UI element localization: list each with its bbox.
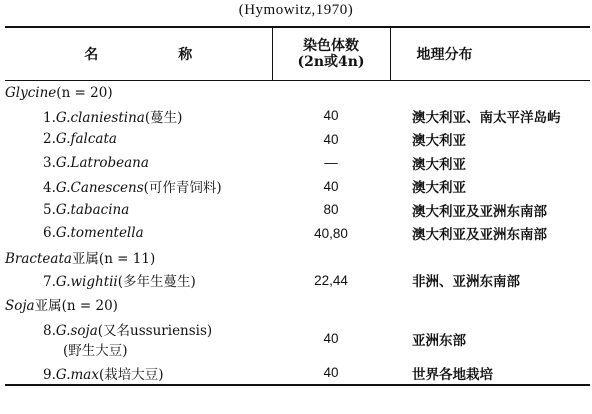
species-line bbox=[43, 202, 129, 218]
species-line bbox=[43, 225, 144, 241]
table-header-row bbox=[5, 27, 590, 81]
species-index: 1. bbox=[43, 109, 56, 126]
cell-name bbox=[5, 222, 272, 246]
table-row bbox=[5, 128, 590, 152]
table-group-row bbox=[5, 81, 590, 105]
genus-note: 亚属(n = 20) bbox=[34, 297, 118, 314]
species-index: 4. bbox=[43, 180, 56, 197]
cell-distribution bbox=[390, 292, 590, 316]
species-latin-name: G.Latrobeana bbox=[55, 154, 149, 171]
table-group-row bbox=[5, 245, 590, 269]
cell-name bbox=[5, 269, 272, 293]
table-row bbox=[5, 198, 590, 222]
species-index: 6. bbox=[43, 225, 56, 242]
cell-name bbox=[5, 104, 272, 128]
species-note: (多年生蔓生) bbox=[117, 274, 196, 291]
genus-note: (n = 20) bbox=[56, 84, 113, 101]
cell-distribution: 澳大利亚、南太平洋岛屿 bbox=[412, 109, 561, 126]
genus-note: 亚属(n = 11) bbox=[71, 250, 156, 267]
cell-distribution: 澳大利亚 bbox=[412, 133, 466, 150]
table-row bbox=[5, 316, 590, 362]
genus-name: Soja bbox=[5, 297, 35, 314]
cell-chromosome-count: 40 bbox=[323, 331, 339, 346]
cell-distribution: 澳大利亚及亚洲东南部 bbox=[412, 203, 547, 220]
cell-chromosome-count bbox=[272, 81, 390, 105]
header-name bbox=[5, 27, 272, 81]
cell-distribution: 澳大利亚 bbox=[412, 156, 466, 173]
table-row bbox=[5, 151, 590, 175]
species-note: (栽培大豆) bbox=[98, 366, 164, 383]
cell-distribution: 世界各地栽培 bbox=[390, 362, 590, 386]
table-row bbox=[5, 269, 590, 293]
cell-name bbox=[5, 128, 272, 152]
species-latin-name: G.falcata bbox=[55, 131, 117, 148]
cell-chromosome-count: 40,80 bbox=[314, 225, 348, 241]
species-line bbox=[43, 180, 222, 196]
header-chromosome-line2: (2n或4n) bbox=[297, 54, 365, 70]
cell-name bbox=[5, 81, 272, 105]
species-note-line2: (野生大豆) bbox=[63, 342, 128, 359]
cell-name bbox=[5, 316, 272, 362]
cell-distribution: 澳大利亚及亚洲东南部 bbox=[412, 227, 547, 244]
header-chromosome-line1: 染色体数 bbox=[303, 38, 359, 54]
species-line bbox=[43, 110, 182, 126]
table-body bbox=[5, 81, 590, 386]
cell-distribution bbox=[390, 245, 590, 269]
species-line bbox=[43, 367, 164, 383]
species-index: 7. bbox=[43, 274, 56, 291]
species-latin-name: G.max bbox=[55, 366, 99, 383]
species-index: 2. bbox=[43, 131, 56, 148]
table-row bbox=[5, 362, 590, 386]
table-caption: (Hymowitz,1970) bbox=[238, 2, 354, 18]
cell-chromosome-count: 40 bbox=[323, 178, 339, 194]
cell-distribution: 亚洲东部 bbox=[412, 332, 466, 349]
species-note: (可作青饲料) bbox=[143, 180, 222, 197]
header-name-char-1: 名 bbox=[84, 47, 99, 63]
cell-name bbox=[5, 198, 272, 222]
header-distribution: 地理分布 bbox=[390, 27, 590, 81]
cell-chromosome-count: 40 bbox=[323, 131, 339, 147]
cell-chromosome-count: 40 bbox=[272, 362, 390, 386]
species-line bbox=[43, 131, 117, 147]
species-latin-name: G.tomentella bbox=[55, 225, 144, 242]
cell-chromosome-count bbox=[272, 245, 390, 269]
soybean-species-table bbox=[5, 26, 590, 386]
cell-distribution bbox=[390, 81, 590, 105]
cell-chromosome-count bbox=[272, 292, 390, 316]
species-latin-name: G.Canescens bbox=[55, 180, 144, 197]
cell-chromosome-count: 80 bbox=[323, 202, 339, 218]
species-latin-name: G.soja bbox=[55, 322, 98, 339]
table-row bbox=[5, 175, 590, 199]
species-index: 9. bbox=[43, 366, 56, 383]
cell-name bbox=[5, 151, 272, 175]
species-latin-name: G.tabacina bbox=[55, 201, 130, 218]
header-name-char-2: 称 bbox=[178, 47, 193, 63]
cell-distribution: 澳大利亚 bbox=[412, 180, 466, 197]
species-latin-name: G.claniestina bbox=[55, 109, 145, 126]
species-index: 5. bbox=[43, 201, 56, 218]
header-chromosome bbox=[272, 27, 390, 81]
table-group-row bbox=[5, 292, 590, 316]
table-row bbox=[5, 222, 590, 246]
cell-name bbox=[5, 362, 272, 386]
cell-chromosome-count: — bbox=[324, 155, 338, 171]
species-index: 3. bbox=[43, 154, 56, 171]
species-line bbox=[43, 155, 149, 171]
genus-name: Bracteata bbox=[5, 250, 72, 267]
table-row bbox=[5, 104, 590, 128]
species-line bbox=[43, 323, 212, 339]
cell-chromosome-count: 22,44 bbox=[314, 272, 348, 288]
species-note: (蔓生) bbox=[144, 109, 183, 126]
species-latin-name: G.wightii bbox=[55, 274, 118, 291]
cell-name bbox=[5, 292, 272, 316]
cell-chromosome-count: 40 bbox=[323, 108, 339, 124]
cell-distribution: 非洲、亚洲东南部 bbox=[412, 274, 520, 291]
genus-name: Glycine bbox=[5, 84, 57, 101]
species-index: 8. bbox=[43, 322, 56, 339]
cell-name bbox=[5, 175, 272, 199]
cell-name bbox=[5, 245, 272, 269]
species-note: (又名ussuriensis) bbox=[97, 322, 213, 339]
species-line bbox=[43, 274, 196, 290]
